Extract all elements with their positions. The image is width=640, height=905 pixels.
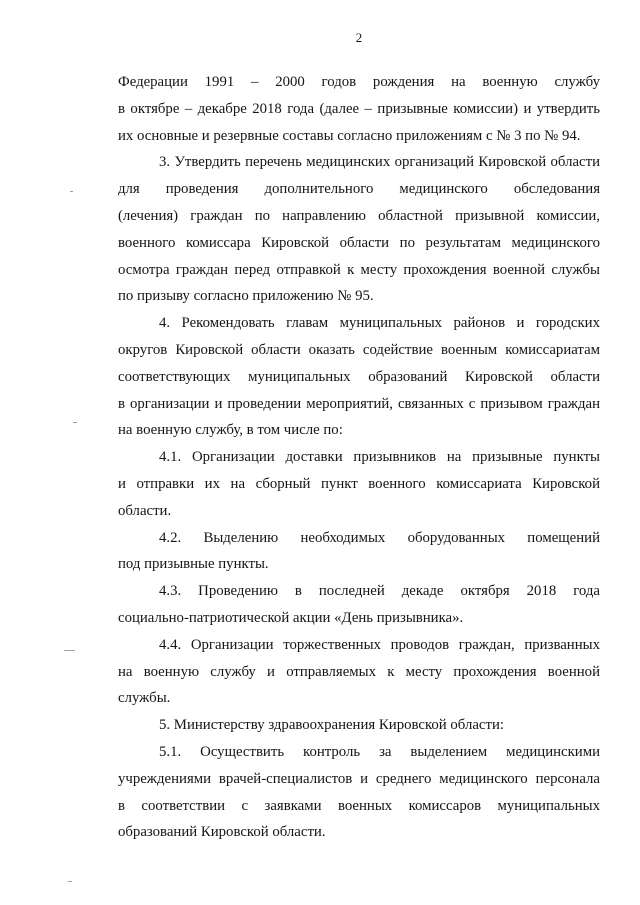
paragraph-line: Федерации 1991 – 2000 годов рождения на военную службу: [118, 74, 600, 90]
scan-mark: [68, 881, 72, 882]
paragraph-line: под призывные пункты.: [118, 556, 269, 573]
paragraph-item-4-1: [118, 444, 600, 524]
paragraph-line: их основные и резервные составы согласно приложениям с № 3 по № 94.: [118, 127, 581, 144]
scan-mark: [70, 191, 73, 192]
scan-mark: [73, 422, 77, 423]
document-body: [118, 69, 600, 846]
paragraph-line: соответствующих муниципальных образований Кировской области: [118, 368, 600, 385]
paragraph-item-3: [118, 149, 600, 310]
paragraph-line: в октябре – декабре 2018 года (далее – призывные комиссии) и утвердить: [118, 100, 600, 117]
paragraph-line: в организации и проведении мероприятий, связанных с призывом граждан: [118, 395, 600, 412]
paragraph-line: округов Кировской области оказать содействие военным комиссариатам: [118, 341, 600, 358]
paragraph-continuation: [118, 69, 600, 149]
paragraph-item-4: [118, 310, 600, 444]
paragraph-line: области.: [118, 502, 172, 519]
paragraph-line: 4. Рекомендовать главам муниципальных районов и городских: [159, 315, 600, 332]
paragraph-item-5: [118, 712, 600, 739]
page-number: 2: [355, 30, 363, 45]
paragraph-line: службы.: [118, 690, 171, 707]
paragraph-line: военного комиссара Кировской области по результатам медицинского: [118, 234, 600, 251]
paragraph-line: 5.1. Осуществить контроль за выделением медицинскими: [159, 743, 600, 760]
paragraph-line: 4.1. Организации доставки призывников на призывные пункты: [159, 449, 600, 466]
paragraph-line: 4.3. Проведению в последней декаде октября 2018 года: [159, 583, 600, 600]
paragraph-line: (лечения) граждан по направлению областной призывной комиссии,: [118, 207, 600, 224]
paragraph-line: на военную службу и отправляемых к месту прохождения военной: [118, 663, 600, 680]
paragraph-item-4-3: [118, 578, 600, 632]
paragraph-item-4-2: [118, 525, 600, 579]
paragraph-line: 5. Министерству здравоохранения Кировской области:: [159, 717, 504, 734]
paragraph-line: 4.2. Выделению необходимых оборудованных помещений: [159, 529, 600, 546]
paragraph-line: образований Кировской области.: [118, 824, 326, 841]
paragraph-item-5-1: [118, 739, 600, 846]
paragraph-line: на военную службу, в том числе по:: [118, 422, 343, 439]
paragraph-line: для проведения дополнительного медицинского обследования: [118, 181, 600, 198]
paragraph-line: по призыву согласно приложению № 95.: [118, 288, 374, 305]
paragraph-line: 4.4. Организации торжественных проводов граждан, призванных: [159, 636, 600, 653]
paragraph-line: осмотра граждан перед отправкой к месту прохождения военной службы: [118, 261, 600, 278]
paragraph-line: 3. Утвердить перечень медицинских организаций Кировской области: [159, 154, 600, 171]
paragraph-line: в соответствии с заявками военных комиссаров муниципальных: [118, 797, 600, 814]
paragraph-line: и отправки их на сборный пункт военного комиссариата Кировской: [118, 475, 600, 492]
paragraph-line: социально-патриотической акции «День призывника».: [118, 609, 464, 626]
paragraph-line: учреждениями врачей-специалистов и среднего медицинского персонала: [118, 770, 600, 787]
paragraph-item-4-4: [118, 632, 600, 712]
scan-mark: [64, 650, 75, 651]
